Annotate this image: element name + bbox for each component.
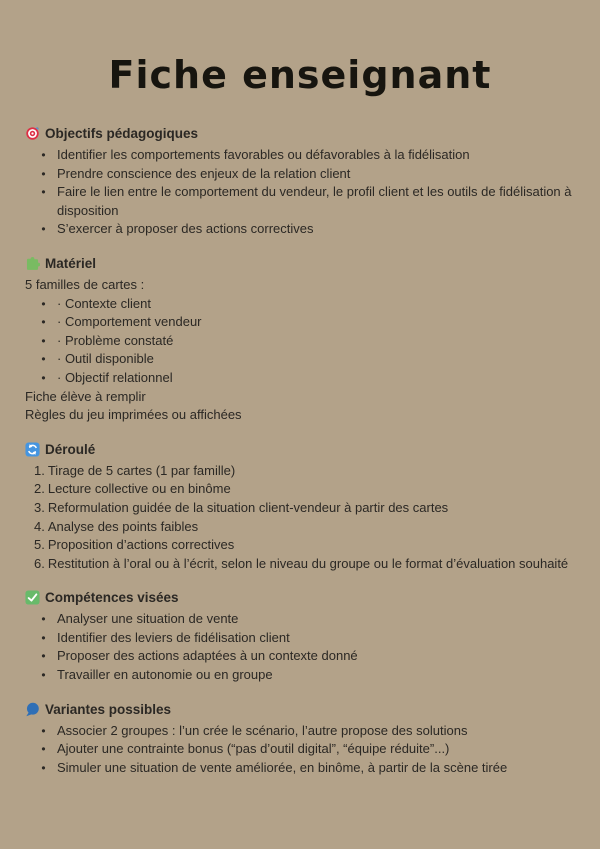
speech-bubble-icon	[25, 702, 40, 717]
list-item-text: Simuler une situation de vente améliorée, en binôme, à partir de la scène tirée	[57, 759, 508, 775]
document-body	[0, 98, 600, 777]
bullet-marker: •	[41, 185, 46, 200]
list-item-text: Identifier des leviers de fidélisation client	[57, 629, 290, 645]
list-item	[25, 462, 572, 481]
list-item	[25, 759, 572, 778]
list-item	[25, 610, 572, 629]
section-outro	[25, 388, 572, 425]
bullet-marker: •	[41, 630, 46, 645]
list-item-text: Ajouter une contrainte bonus (“pas d’outil digital”, “équipe réduite”...)	[57, 741, 450, 757]
page-title: Fiche enseignant	[108, 53, 492, 97]
list-item-text: Restitution à l’oral ou à l’écrit, selon le niveau du groupe ou le format d’évaluation souhaité	[47, 555, 569, 571]
list-item	[25, 647, 572, 666]
section-heading: Variantes possibles	[45, 701, 172, 717]
list-item	[25, 295, 572, 314]
bullet-marker: •	[41, 649, 46, 664]
section-heading: Matériel	[45, 255, 97, 271]
check-icon	[25, 590, 40, 605]
bullet-marker: •	[41, 760, 46, 775]
list-item	[25, 350, 572, 369]
section-list	[25, 610, 572, 684]
list-item	[25, 183, 572, 220]
document-section	[25, 254, 572, 425]
bullet-marker: •	[41, 612, 46, 627]
number-marker: 6.	[34, 555, 45, 571]
number-marker: 3.	[34, 499, 45, 515]
bullet-marker: •	[41, 166, 46, 181]
section-heading-row	[25, 124, 572, 143]
list-item	[25, 480, 572, 499]
list-item	[25, 722, 572, 741]
list-item	[25, 536, 572, 555]
section-list	[25, 462, 572, 574]
document-section	[25, 700, 572, 778]
list-item-text: Proposition d’actions correctives	[47, 537, 235, 553]
section-heading-row	[25, 440, 572, 459]
list-item	[25, 518, 572, 537]
section-heading-row	[25, 588, 572, 607]
list-item	[25, 332, 572, 351]
list-item	[25, 499, 572, 518]
bullet-marker: •	[41, 352, 46, 367]
bullet-marker: •	[41, 222, 46, 237]
list-item-text: · Contexte client	[57, 295, 151, 311]
section-heading-row	[25, 700, 572, 719]
bullet-marker: •	[41, 148, 46, 162]
list-item-text: Reformulation guidée de la situation client-vendeur à partir des cartes	[47, 499, 449, 515]
target-icon	[25, 126, 40, 141]
list-item-text: · Outil disponible	[57, 351, 154, 367]
section-list	[25, 146, 572, 239]
list-item	[25, 740, 572, 759]
list-item	[25, 369, 572, 388]
list-item-text: Analyse des points faibles	[47, 518, 199, 534]
document-section	[25, 124, 572, 239]
section-intro-text: 5 familles de cartes :	[25, 276, 145, 292]
list-item-text: Travailler en autonomie ou en groupe	[57, 667, 273, 683]
list-item	[25, 313, 572, 332]
list-item-text: Faire le lien entre le comportement du vendeur, le profil client et les outils de fidélisation à disposition	[57, 184, 572, 218]
bullet-marker: •	[41, 315, 46, 330]
section-list	[25, 722, 572, 778]
list-item-text: Tirage de 5 cartes (1 par famille)	[47, 462, 236, 478]
list-item-text: · Problème constaté	[57, 332, 174, 348]
section-list	[25, 295, 572, 388]
plain-text-line: Fiche élève à remplir	[25, 388, 146, 404]
document-section	[25, 588, 572, 684]
bullet-marker: •	[41, 742, 46, 757]
section-heading-row	[25, 254, 572, 273]
list-item	[25, 220, 572, 239]
bullet-marker: •	[41, 668, 46, 683]
list-item-text: Associer 2 groupes : l’un crée le scénario, l’autre propose des solutions	[57, 722, 468, 738]
list-item	[25, 666, 572, 685]
list-item-text: Prendre conscience des enjeux de la relation client	[57, 165, 351, 181]
list-item-text: · Objectif relationnel	[57, 369, 173, 385]
bullet-marker: •	[41, 333, 46, 348]
list-item	[25, 555, 572, 574]
cycle-icon	[25, 442, 40, 457]
list-item-text: Lecture collective ou en binôme	[47, 481, 231, 497]
list-item-text: Proposer des actions adaptées à un contexte donné	[57, 648, 358, 664]
puzzle-icon	[25, 256, 40, 271]
list-item-text: · Comportement vendeur	[57, 314, 202, 330]
list-item	[25, 629, 572, 648]
bullet-marker: •	[41, 723, 46, 738]
number-marker: 1.	[34, 462, 45, 478]
bullet-marker: •	[41, 296, 46, 311]
section-heading: Déroulé	[45, 441, 96, 457]
list-item-text: S’exercer à proposer des actions correctives	[57, 221, 314, 237]
number-marker: 2.	[34, 481, 45, 497]
list-item	[25, 165, 572, 184]
number-marker: 5.	[34, 537, 45, 553]
section-heading: Objectifs pédagogiques	[45, 126, 199, 141]
section-heading: Compétences visées	[45, 590, 179, 606]
bullet-marker: •	[41, 370, 46, 385]
list-item	[25, 146, 572, 165]
list-item-text: Analyser une situation de vente	[57, 611, 239, 627]
plain-text-line: Règles du jeu imprimées ou affichées	[25, 407, 242, 423]
document-section	[25, 440, 572, 574]
list-item-text: Identifier les comportements favorables ou défavorables à la fidélisation	[57, 147, 470, 162]
number-marker: 4.	[34, 518, 45, 534]
